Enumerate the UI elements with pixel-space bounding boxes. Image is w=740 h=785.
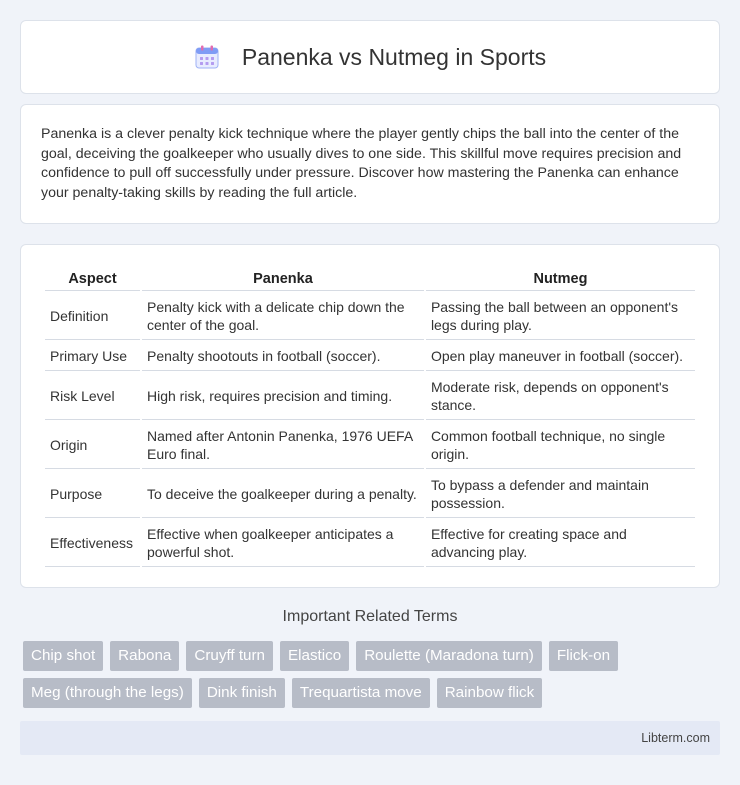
row-nutmeg: Open play maneuver in football (soccer). — [426, 342, 695, 371]
row-panenka: To deceive the goalkeeper during a penalty. — [142, 471, 424, 518]
related-term-tag[interactable]: Dink finish — [199, 678, 285, 708]
row-aspect: Effectiveness — [45, 520, 140, 567]
column-header-panenka: Panenka — [142, 267, 424, 291]
row-nutmeg: To bypass a defender and maintain possession. — [426, 471, 695, 518]
footer — [20, 721, 720, 755]
row-aspect: Origin — [45, 422, 140, 469]
related-terms-list — [23, 641, 713, 708]
column-header-nutmeg: Nutmeg — [426, 267, 695, 291]
related-term-tag[interactable]: Rabona — [110, 641, 179, 671]
table-row — [45, 293, 695, 340]
intro-card — [20, 104, 720, 224]
row-panenka: Penalty kick with a delicate chip down the center of the goal. — [142, 293, 424, 340]
related-term-tag[interactable]: Trequartista move — [292, 678, 430, 708]
intro-text: Panenka is a clever penalty kick technique where the player gently chips the ball into the center of the goal, deceiving the goalkeeper who usually dives to one side. This skillful move requires precision and confidence to pull off successfully under pressure. Discover how mastering the Panenka can enhance your penalty-taking skills by reading the full article. — [41, 126, 682, 201]
row-nutmeg: Common football technique, no single origin. — [426, 422, 695, 469]
row-aspect: Purpose — [45, 471, 140, 518]
row-nutmeg: Moderate risk, depends on opponent's stance. — [426, 373, 695, 420]
related-term-tag[interactable]: Roulette (Maradona turn) — [356, 641, 542, 671]
row-panenka: High risk, requires precision and timing. — [142, 373, 424, 420]
related-term-tag[interactable]: Flick-on — [549, 641, 618, 671]
header-card — [20, 20, 720, 94]
column-header-aspect: Aspect — [45, 267, 140, 291]
related-term-tag[interactable]: Elastico — [280, 641, 349, 671]
row-aspect: Risk Level — [45, 373, 140, 420]
related-term-tag[interactable]: Meg (through the legs) — [23, 678, 192, 708]
related-term-tag[interactable]: Cruyff turn — [186, 641, 273, 671]
row-panenka: Effective when goalkeeper anticipates a powerful shot. — [142, 520, 424, 567]
table-row — [45, 520, 695, 567]
related-term-tag[interactable]: Rainbow flick — [437, 678, 542, 708]
table-row — [45, 342, 695, 371]
related-term-tag[interactable]: Chip shot — [23, 641, 103, 671]
comparison-card — [20, 244, 720, 588]
calendar-icon — [194, 44, 220, 70]
table-header-row — [45, 267, 695, 291]
row-nutmeg: Effective for creating space and advancing play. — [426, 520, 695, 567]
table-row — [45, 422, 695, 469]
page-title: Panenka vs Nutmeg in Sports — [241, 43, 547, 70]
row-panenka: Penalty shootouts in football (soccer). — [142, 342, 424, 371]
row-nutmeg: Passing the ball between an opponent's legs during play. — [426, 293, 695, 340]
row-panenka: Named after Antonin Panenka, 1976 UEFA Euro final. — [142, 422, 424, 469]
table-row — [45, 373, 695, 420]
row-aspect: Definition — [45, 293, 140, 340]
table-row — [45, 471, 695, 518]
row-aspect: Primary Use — [45, 342, 140, 371]
comparison-table — [43, 265, 697, 569]
footer-site-link[interactable]: Libterm.com — [641, 731, 710, 745]
related-terms-heading: Important Related Terms — [282, 608, 458, 625]
